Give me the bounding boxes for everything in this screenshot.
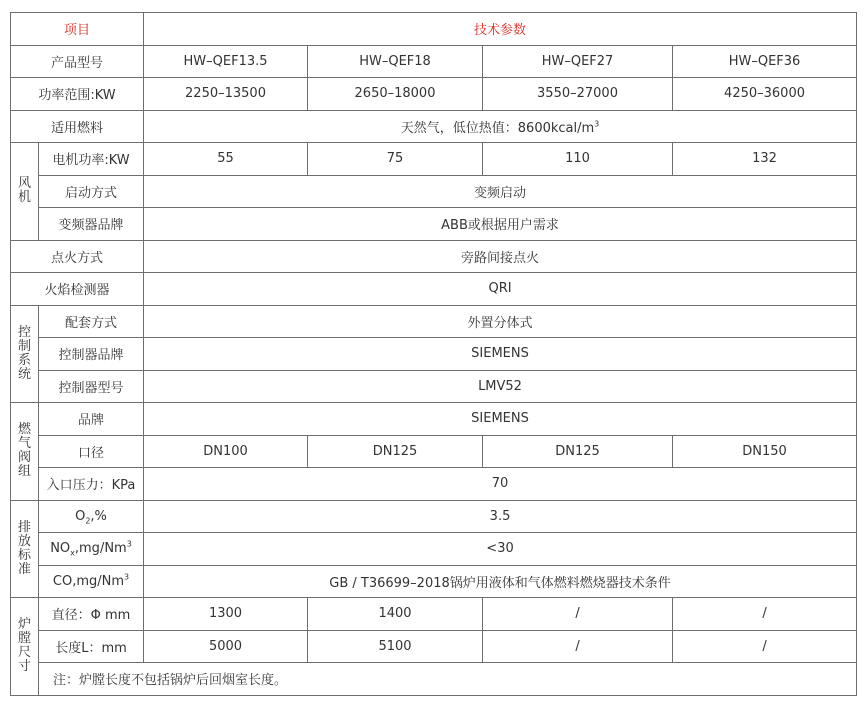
cell-value: /	[483, 598, 673, 631]
group-label-emission: 排放标准	[11, 500, 39, 598]
cell-value: GB / T36699–2018锅炉用液体和气体燃料燃烧器技术条件	[144, 565, 857, 598]
cell-value	[144, 110, 857, 143]
row-label: 变频器品牌	[39, 208, 144, 241]
cell-value: DN125	[483, 435, 673, 468]
table-row	[11, 500, 857, 533]
row-label: 品牌	[39, 403, 144, 436]
group-label-control: 控制系统	[11, 305, 39, 403]
header-item: 项目	[11, 13, 144, 46]
cell-value: 2250–13500	[144, 78, 308, 111]
cell-value: SIEMENS	[144, 403, 857, 436]
cell-value: /	[673, 598, 857, 631]
cell-value: 55	[144, 143, 308, 176]
row-label: 口径	[39, 435, 144, 468]
group-label-furnace: 炉膛尺寸	[11, 598, 39, 696]
row-label: 适用燃料	[11, 110, 144, 143]
cell-value: 2650–18000	[308, 78, 483, 111]
table-row	[11, 533, 857, 566]
co-label: CO,mg/Nm	[52, 573, 125, 589]
row-label: 功率范围:KW	[11, 78, 144, 111]
row-label: 产品型号	[11, 45, 144, 78]
cell-value: 1400	[308, 598, 483, 631]
table-row	[11, 175, 857, 208]
nox-unit: ,mg/Nm	[74, 541, 127, 557]
spec-table-container	[10, 12, 857, 696]
cell-value: DN100	[144, 435, 308, 468]
cell-value: DN150	[673, 435, 857, 468]
cell-value: /	[483, 630, 673, 663]
cell-value: 75	[308, 143, 483, 176]
cell-value: 70	[144, 468, 857, 501]
table-row	[11, 305, 857, 338]
table-row	[11, 598, 857, 631]
table-row	[11, 78, 857, 111]
superscript: 3	[124, 572, 130, 582]
cell-value: 5100	[308, 630, 483, 663]
cell-value: 4250–36000	[673, 78, 857, 111]
row-label: 控制器品牌	[39, 338, 144, 371]
row-label	[39, 500, 144, 533]
fuel-value: 天然气，低位热值：8600kcal/m	[400, 120, 595, 136]
row-label	[39, 533, 144, 566]
subscript: x	[70, 548, 75, 558]
superscript: 3	[126, 539, 132, 549]
row-label: 长度L：mm	[39, 630, 144, 663]
table-row	[11, 338, 857, 371]
header-row	[11, 13, 857, 46]
nox-label: NO	[50, 541, 71, 557]
row-label: 火焰检测器	[11, 273, 144, 306]
cell-value: HW–QEF36	[673, 45, 857, 78]
table-row	[11, 468, 857, 501]
cell-value: DN125	[308, 435, 483, 468]
cell-value: 3550–27000	[483, 78, 673, 111]
table-row	[11, 45, 857, 78]
table-row	[11, 565, 857, 598]
cell-value: ABB或根据用户需求	[144, 208, 857, 241]
row-label: 启动方式	[39, 175, 144, 208]
row-label	[39, 565, 144, 598]
cell-value: 旁路间接点火	[144, 240, 857, 273]
spec-table	[10, 12, 857, 696]
table-row	[11, 240, 857, 273]
cell-value: 3.5	[144, 500, 857, 533]
cell-value: HW–QEF18	[308, 45, 483, 78]
cell-value: LMV52	[144, 370, 857, 403]
cell-value: 132	[673, 143, 857, 176]
table-row	[11, 143, 857, 176]
table-row	[11, 370, 857, 403]
table-row	[11, 208, 857, 241]
table-row	[11, 273, 857, 306]
cell-value: HW–QEF27	[483, 45, 673, 78]
table-row	[11, 110, 857, 143]
superscript: 3	[594, 119, 600, 129]
table-row	[11, 403, 857, 436]
row-label: 点火方式	[11, 240, 144, 273]
cell-value: 变频启动	[144, 175, 857, 208]
row-label: 入口压力：KPa	[39, 468, 144, 501]
subscript: 2	[85, 516, 91, 526]
table-row	[11, 435, 857, 468]
row-label: 配套方式	[39, 305, 144, 338]
note-row	[11, 663, 857, 696]
o2-label: O	[75, 508, 86, 524]
cell-value: /	[673, 630, 857, 663]
cell-value: HW–QEF13.5	[144, 45, 308, 78]
cell-value: SIEMENS	[144, 338, 857, 371]
group-label-gas-valve: 燃气阀组	[11, 403, 39, 501]
header-params: 技术参数	[144, 13, 857, 46]
table-row	[11, 630, 857, 663]
footnote: 注：炉膛长度不包括锅炉后回烟室长度。	[39, 663, 857, 696]
cell-value: 5000	[144, 630, 308, 663]
cell-value: <30	[144, 533, 857, 566]
group-label-fan: 风机	[11, 143, 39, 241]
cell-value: 1300	[144, 598, 308, 631]
cell-value: 110	[483, 143, 673, 176]
row-label: 控制器型号	[39, 370, 144, 403]
cell-value: 外置分体式	[144, 305, 857, 338]
row-label: 电机功率:KW	[39, 143, 144, 176]
cell-value: QRI	[144, 273, 857, 306]
row-label: 直径：Φ mm	[39, 598, 144, 631]
o2-unit: ,%	[90, 508, 107, 524]
